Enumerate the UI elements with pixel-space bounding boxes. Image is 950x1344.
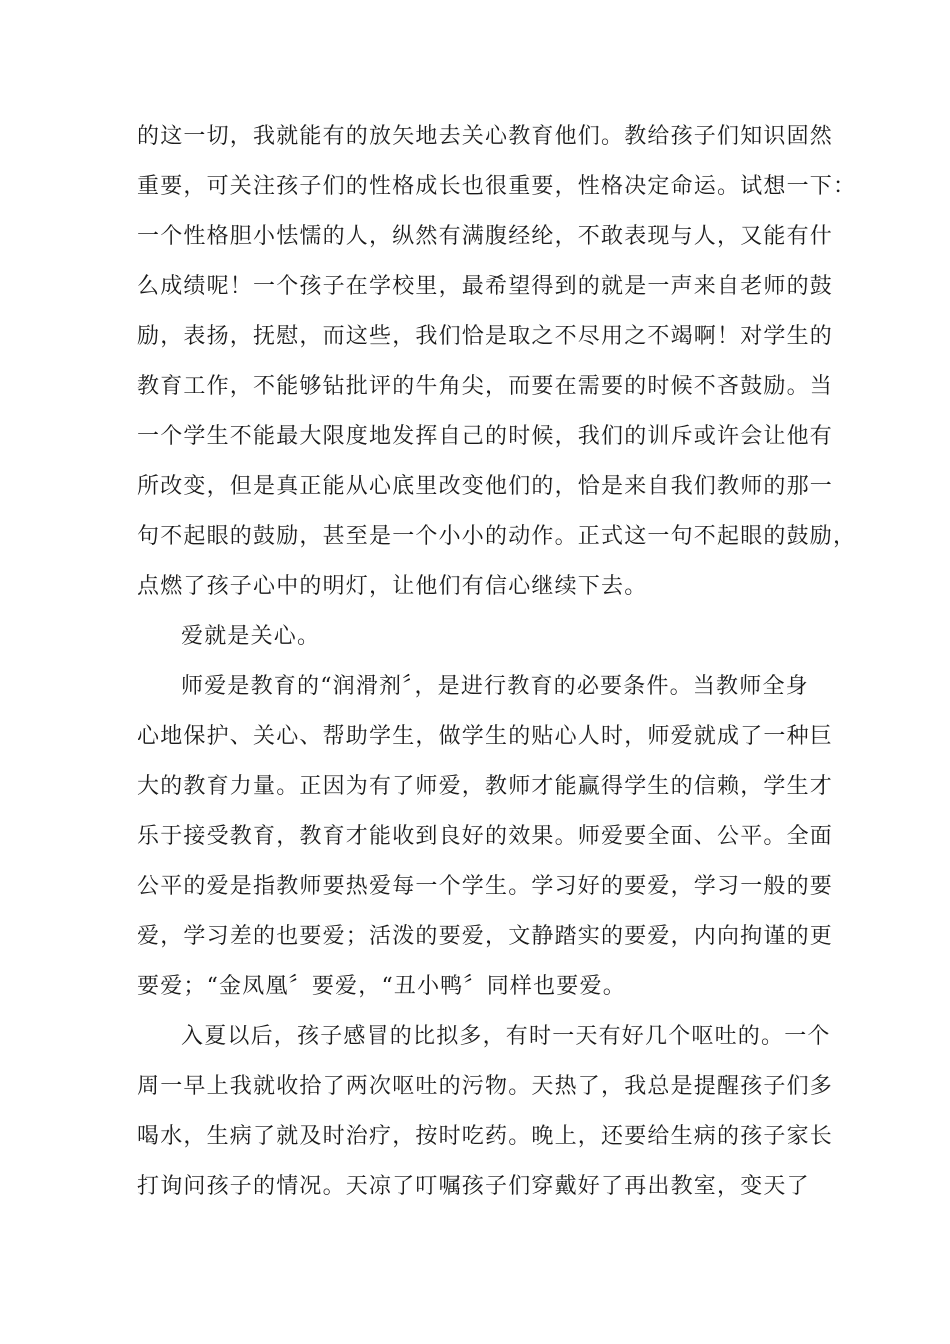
text-line: 所改变，但是真正能从心底里改变他们的，恰是来自我们教师的那一 [137,474,834,499]
text-line: 打询问孩子的情况。天凉了叮嘱孩子们穿戴好了再出教室，变天了 [137,1174,810,1199]
text-line: 周一早上我就收拾了两次呕吐的污物。天热了，我总是提醒孩子们多 [137,1074,834,1099]
text-line: 教育工作，不能够钻批评的牛角尖，而要在需要的时候不吝鼓励。当 [137,374,834,399]
text-line: 一个性格胆小怯懦的人，纵然有满腹经纶，不敢表现与人，又能有什 [137,224,834,249]
text-line: 的这一切，我就能有的放矢地去关心教育他们。教给孩子们知识固然 [137,124,834,149]
text-line: 乐于接受教育，教育才能收到良好的效果。师爱要全面、公平。全面 [137,824,834,849]
text-line: 入夏以后，孩子感冒的比拟多，有时一天有好几个呕吐的。一个 [181,1024,831,1049]
text-line: 要爱；“金凤凰〞要爱，“丑小鸭〞同样也要爱。 [137,974,626,999]
text-line: 大的教育力量。正因为有了师爱，教师才能赢得学生的信赖，学生才 [137,774,834,799]
text-line: 一个学生不能最大限度地发挥自己的时候，我们的训斥或许会让他有 [137,424,834,449]
text-line: 么成绩呢！一个孩子在学校里，最希望得到的就是一声来自老师的鼓 [137,274,834,299]
text-line: 心地保护、关心、帮助学生，做学生的贴心人时，师爱就成了一种巨 [137,724,834,749]
document-body [137,112,857,1212]
text-line: 句不起眼的鼓励，甚至是一个小小的动作。正式这一句不起眼的鼓励， [137,524,857,549]
text-line: 励，表扬，抚慰，而这些，我们恰是取之不尽用之不竭啊！对学生的 [137,324,834,349]
text-line: 重要，可关注孩子们的性格成长也很重要，性格决定命运。试想一下： [137,174,857,199]
text-line: 爱，学习差的也要爱；活泼的要爱，文静踏实的要爱，内向拘谨的更 [137,924,834,949]
text-line: 师爱是教育的“润滑剂〞，是进行教育的必要条件。当教师全身 [181,674,809,699]
section-heading: 爱就是关心。 [181,624,321,649]
text-line: 公平的爱是指教师要热爱每一个学生。学习好的要爱，学习一般的要 [137,874,834,899]
text-line: 喝水，生病了就及时治疗，按时吃药。晚上，还要给生病的孩子家长 [137,1124,834,1149]
text-line: 点燃了孩子心中的明灯，让他们有信心继续下去。 [137,574,648,599]
